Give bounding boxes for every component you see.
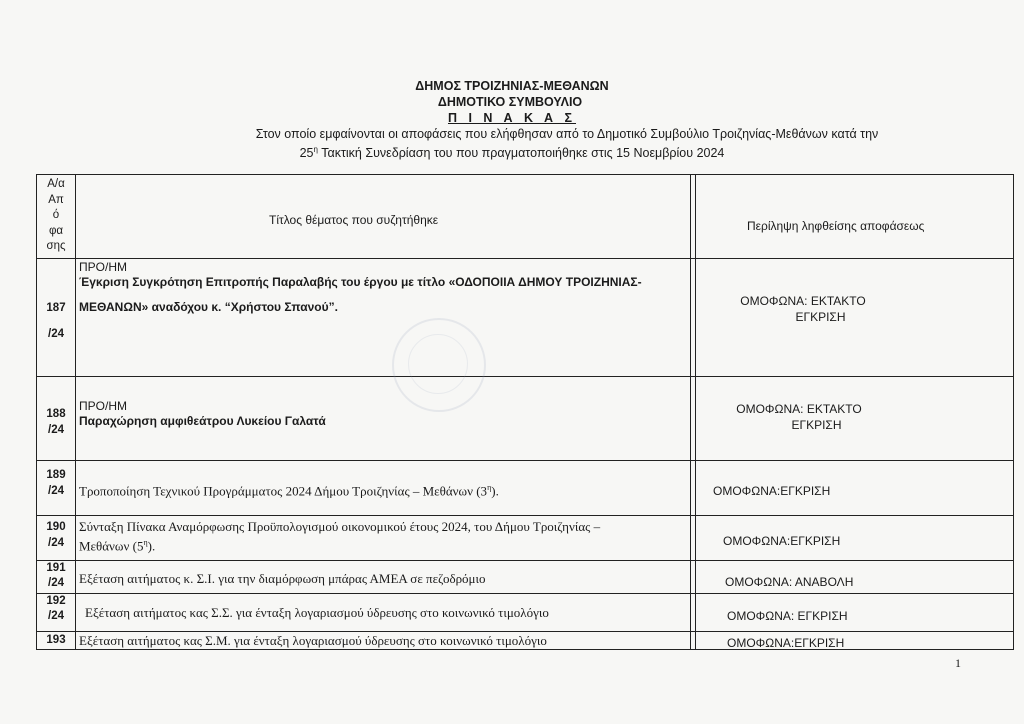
municipality-title: ΔΗΜΟΣ ΤΡΟΙΖΗΝΙΑΣ-ΜΕΘΑΝΩΝ — [415, 79, 609, 93]
table-row-number: 189 /24 — [46, 469, 66, 497]
table-row-number: 191 /24 — [46, 562, 66, 589]
table-row-title: Τροποποίηση Τεχνικού Προγράμματος 2024 Δήμου Τροιζηνίας – Μεθάνων $(3^\eta)$. — [79, 483, 499, 499]
faded-seal — [392, 318, 486, 412]
table-row-number: 188 /24 — [46, 408, 66, 436]
table-row-number: 193 — [46, 634, 66, 646]
document-header — [0, 78, 1024, 161]
column-header-number: Α/α Απ ό φα σης — [46, 178, 66, 252]
table-row-result: ΟΜΟΦΩΝΑ: ΕΓΚΡΙΣΗ — [727, 609, 848, 623]
table-row-result: ΟΜΟΦΩΝΑ:ΕΓΚΡΙΣΗ — [713, 484, 831, 498]
table-row-title: Εξέταση αιτήματος κας Σ.Μ. για ένταξη λογαριασμού ύδρευσης στο κοινωνικό τιμολόγιο — [79, 633, 547, 648]
table-row-title: ΠΡΟ/ΗΜ Παραχώρηση αμφιθεάτρου Λυκείου Γαλατά — [79, 399, 326, 428]
description-line-2: $25^\eta$ Τακτική Συνεδρίαση του που πραγματοποιήθηκε στις 15 Νοεμβρίου 2024 — [299, 145, 725, 161]
table-row-result: ΟΜΟΦΩΝΑ:ΕΓΚΡΙΣΗ — [723, 534, 841, 548]
table-row-title: Εξέταση αιτήματος κας Σ.Σ. για ένταξη λογαριασμού ύδρευσης στο κοινωνικό τιμολόγιο — [85, 605, 549, 620]
column-header-title: Τίτλος θέματος που συζητήθηκε — [269, 213, 439, 227]
table-label: Π Ι Ν Α Κ Α Σ — [447, 111, 577, 125]
table-row-number: 187 /24 — [46, 302, 66, 340]
column-header-summary: Περίληψη ληφθείσης αποφάσεως — [747, 219, 925, 233]
description-line-1: Στον οποίο εμφαίνονται οι αποφάσεις που ελήφθησαν από το Δημοτικό Συμβούλιο Τροιζηνίας-Μεθάνων κατά την — [255, 127, 879, 141]
table-row-result: ΟΜΟΦΩΝΑ: ΕΚΤΑΚΤΟ ΕΓΚΡΙΣΗ — [736, 402, 862, 432]
table-row-title: Εξέταση αιτήματος κ. Σ.Ι. για την διαμόρφωση μπάρας ΑΜΕΑ σε πεζοδρόμιο — [79, 571, 486, 586]
council-title: ΔΗΜΟΤΙΚΟ ΣΥΜΒΟΥΛΙΟ — [437, 95, 583, 109]
table-row-number: 190 /24 — [46, 521, 66, 549]
page-number: 1 — [955, 656, 961, 670]
table-row-result: ΟΜΟΦΩΝΑ:ΕΓΚΡΙΣΗ — [727, 636, 845, 650]
table-row-result: ΟΜΟΦΩΝΑ: ΑΝΑΒΟΛΗ — [725, 575, 854, 589]
table-row-title: ΠΡΟ/ΗΜ Έγκριση Συγκρότηση Επιτροπής Παραλαβής του έργου με τίτλο «ΟΔΟΠΟΙΙΑ ΔΗΜΟΥ ΤΡΟΙΖΗΝΙΑΣ- ΜΕΘΑΝΩΝ» αναδόχου κ. “Χρήστου Σπανού”. — [79, 260, 642, 314]
table-row-number: 192 /24 — [46, 595, 66, 622]
table-row-title: Σύνταξη Πίνακα Αναμόρφωσης Προϋπολογισμού οικονομικού έτους 2024, του Δήμου Τροιζηνίας – Μεθάνων $(5^\eta)$. — [79, 519, 601, 554]
decisions-table — [36, 174, 1014, 650]
table-row-result: ΟΜΟΦΩΝΑ: ΕΚΤΑΚΤΟ ΕΓΚΡΙΣΗ — [740, 294, 866, 324]
